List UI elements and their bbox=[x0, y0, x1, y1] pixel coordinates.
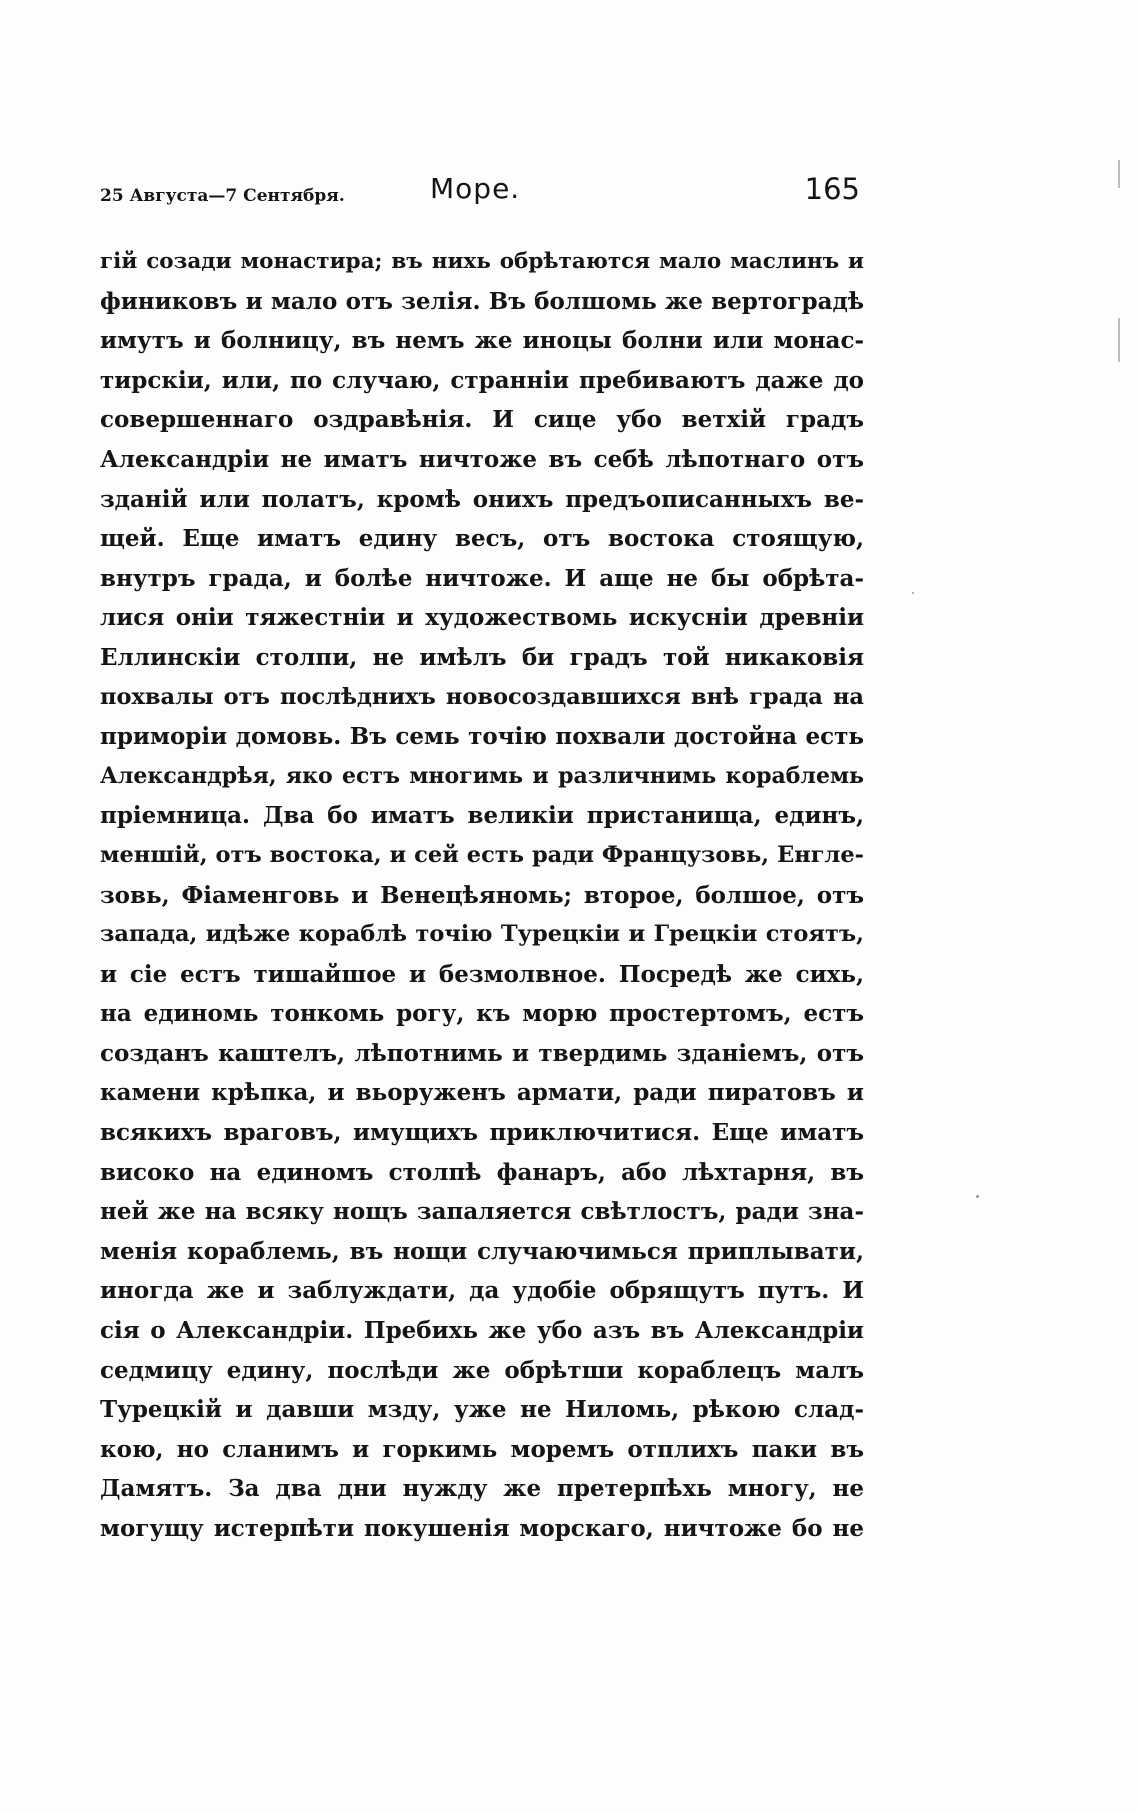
text-line: Александрѣя, яко естъ многимь и различнимь кораблемь bbox=[100, 762, 864, 789]
text-line: похвалы отъ послѣднихъ новосоздавшихся внѣ града на bbox=[100, 683, 864, 710]
text-line: приморіи домовь. Въ семь точію похвали достойна есть bbox=[100, 723, 864, 751]
text-line: камени крѣпка, и вьоруженъ армати, ради пиратовъ и bbox=[100, 1079, 864, 1107]
text-line: внутръ града, и болѣе ничтоже. И аще не бы обрѣта- bbox=[100, 564, 864, 592]
text-line: созданъ каштелъ, лѣпотнимь и твердимь зданіемъ, отъ bbox=[100, 1039, 864, 1067]
text-line: кою, но сланимъ и горкимь моремъ отплихъ паки въ bbox=[100, 1435, 864, 1463]
text-line: зовь, Фіаменговь и Венецѣяномь; второе, болшое, отъ bbox=[100, 881, 864, 909]
text-line: Еллинскіи столпи, не имѣлъ би градъ той никаковія bbox=[100, 643, 864, 671]
text-line: пріемница. Два бо иматъ великіи пристанища, единъ, bbox=[100, 802, 864, 830]
text-line: седмицу едину, послѣди же обрѣтши кораблецъ малъ bbox=[100, 1356, 864, 1384]
text-line: щей. Еще иматъ едину весъ, отъ востока стоящую, bbox=[100, 525, 864, 553]
page-title: Море. bbox=[430, 172, 521, 205]
page-number: 165 bbox=[804, 172, 860, 206]
text-line: всякихъ враговъ, имущихъ приключитися. Еще иматъ bbox=[100, 1119, 864, 1147]
text-line: иногда же и заблуждати, да удобіе обрящутъ путъ. И bbox=[100, 1277, 864, 1305]
text-line: Александріи не иматъ ничтоже въ себѣ лѣпотнаго отъ bbox=[100, 445, 864, 473]
scan-margin-mark bbox=[1118, 318, 1120, 362]
text-line: сія о Александріи. Пребихь же убо азъ въ Александріи bbox=[100, 1317, 864, 1345]
text-line: меншій, отъ востока, и сей есть ради Французовь, Енгле- bbox=[100, 841, 864, 868]
text-line: високо на единомъ столпѣ фанаръ, або лѣхтарня, въ bbox=[100, 1158, 864, 1186]
page-header bbox=[100, 172, 860, 212]
scan-speck bbox=[976, 1195, 979, 1198]
text-line: могущу истерпѣти покушенія морскаго, ничтоже бо не bbox=[100, 1515, 864, 1542]
text-line: ней же на всяку нощъ запаляется свѣтлостъ, ради зна- bbox=[100, 1198, 864, 1226]
text-line: тирскіи, или, по случаю, страннiи пребиваютъ даже до bbox=[100, 366, 864, 394]
text-line: лися оніи тяжестніи и художествомь искусніи древніи bbox=[100, 604, 864, 632]
text-line: гій созади монастира; въ нихь обрѣтаются мало маслинъ и bbox=[100, 249, 864, 274]
text-line: запада, идѣже кораблѣ точію Турецкіи и Грецкіи стоятъ, bbox=[100, 921, 864, 948]
text-line: на единомь тонкомь рогу, къ морю простертомъ, естъ bbox=[100, 1000, 864, 1028]
text-line: зданій или полатъ, кромѣ онихъ предъописанныхъ ве- bbox=[100, 485, 864, 513]
running-head: 25 Августа—7 Сентября. bbox=[100, 186, 345, 206]
scan-margin-mark bbox=[1118, 160, 1120, 188]
scan-speck bbox=[912, 592, 914, 594]
text-line: Турецкій и давши мзду, уже не Ниломь, рѣкою слад- bbox=[100, 1396, 864, 1424]
text-line: совершеннаго оздравѣнія. И сице убо ветхій градъ bbox=[100, 406, 864, 434]
text-line: финиковъ и мало отъ зелія. Въ болшомь же вертоградѣ bbox=[100, 287, 864, 315]
text-line: менія кораблемь, въ нощи случаючимься приплывати, bbox=[100, 1237, 864, 1265]
body-text bbox=[100, 242, 864, 1549]
text-line: имутъ и болницу, въ немъ же иноцы болни или монас- bbox=[100, 327, 864, 355]
text-line: Дамятъ. За два дни нужду же претерпѣхь многу, не bbox=[100, 1475, 864, 1503]
text-line: и сіе естъ тишайшое и безмолвное. Посредѣ же сихь, bbox=[100, 960, 864, 988]
